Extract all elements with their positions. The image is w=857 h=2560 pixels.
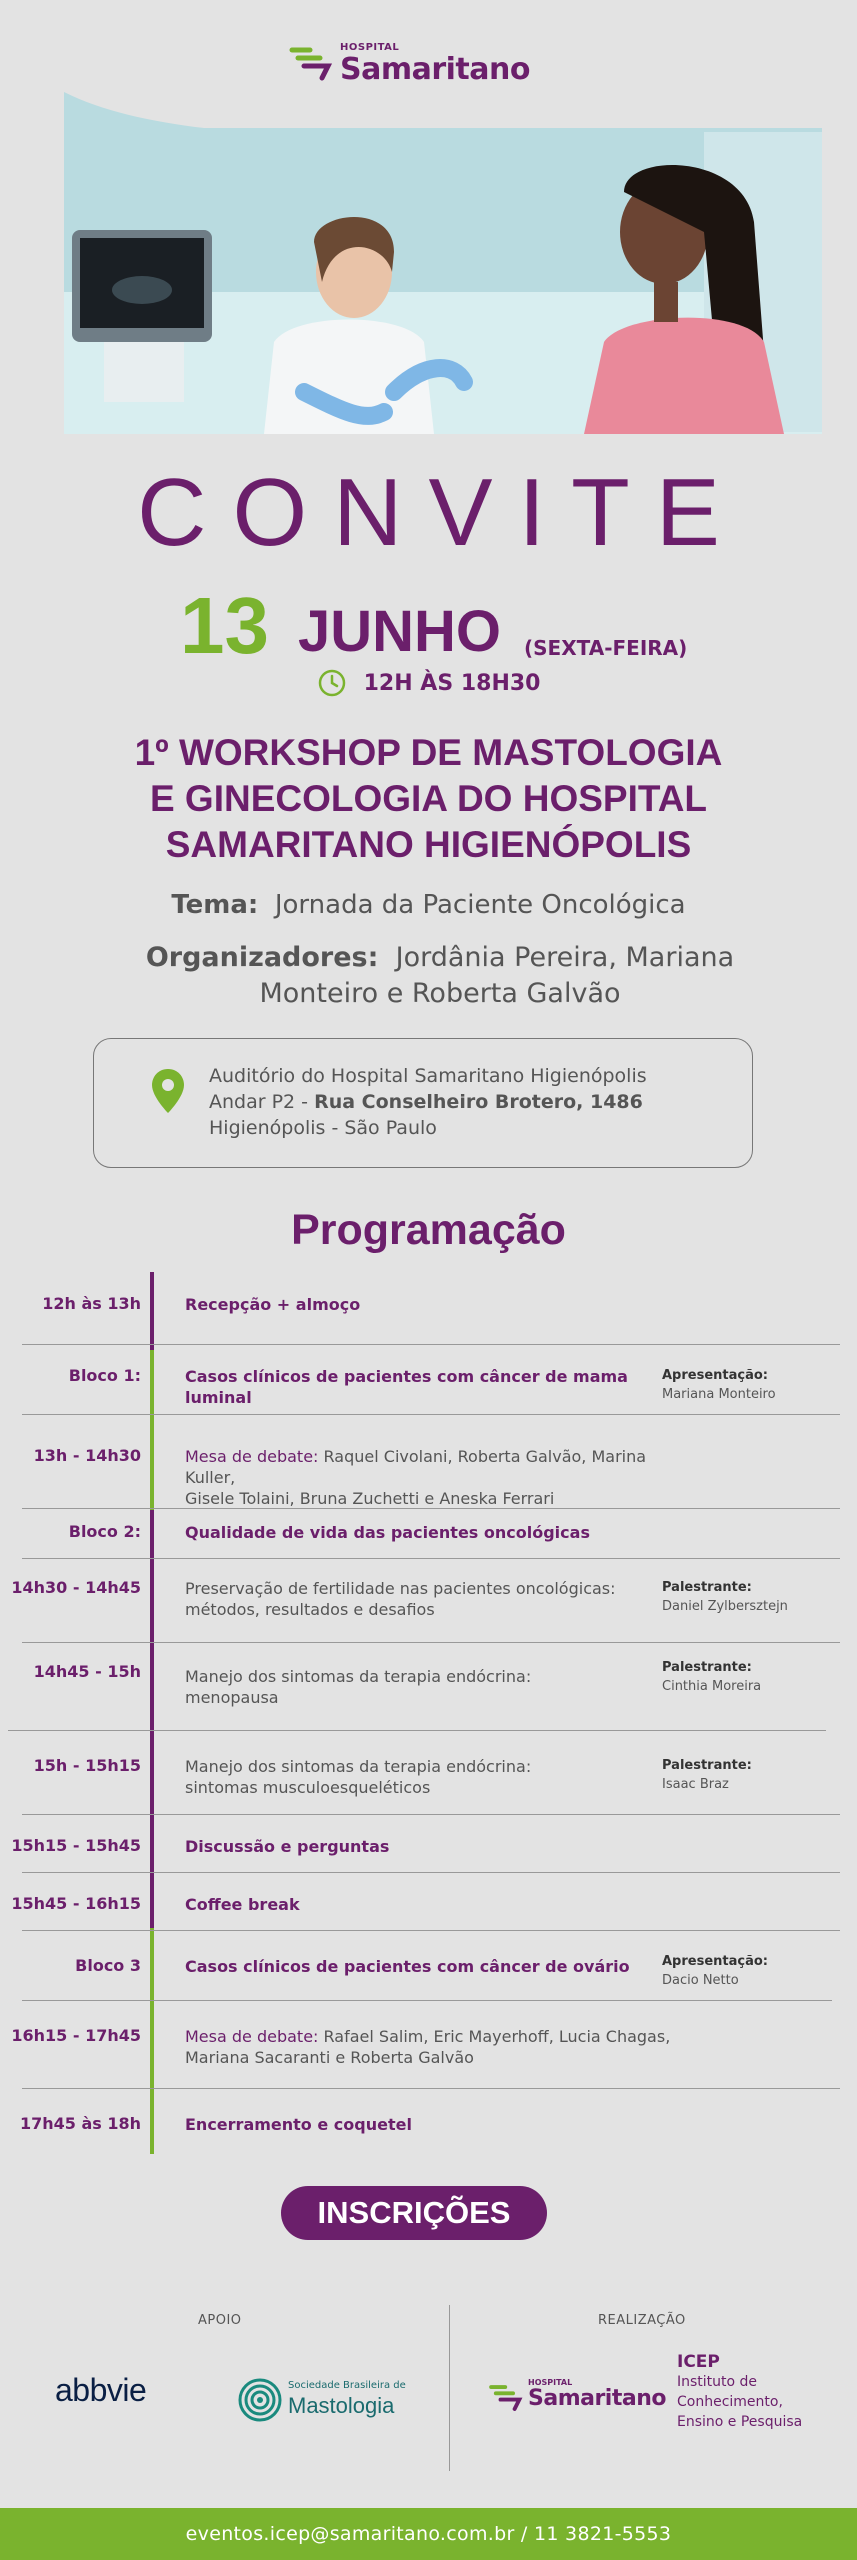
speaker-name: Mariana Monteiro [662, 1387, 776, 1402]
theme-value: Jornada da Paciente Oncológica [274, 890, 686, 920]
row-description: Mesa de debate: Raquel Civolani, Roberta Galvão, Marina Kuller, Gisele Tolaini, Bruna Zuchetti e Aneska Ferrari [185, 1447, 647, 1508]
location-line2-prefix: Andar P2 - [209, 1091, 315, 1113]
divider [22, 1508, 840, 1509]
speaker-label: Palestrante: [662, 1580, 752, 1595]
divider [8, 1730, 826, 1731]
row-time: 17h45 às 18h [19, 2114, 141, 2133]
row-time: 14h45 - 15h [33, 1662, 141, 1681]
icep-line3: Ensino e Pesquisa [677, 2414, 803, 2430]
sbm-logo [236, 2376, 416, 2426]
icep-line2: Conhecimento, [677, 2394, 783, 2410]
workshop-title [0, 730, 857, 868]
speaker-label: Palestrante: [662, 1660, 752, 1675]
divider [22, 1642, 840, 1643]
speaker-label: Apresentação: [662, 1368, 768, 1383]
timeline-bar [150, 1510, 154, 1928]
organizers-label: Organizadores: [145, 942, 379, 973]
row-description: Manejo dos sintomas da terapia endócrina: sintomas musculoesqueléticos [185, 1757, 532, 1797]
event-date [180, 580, 780, 670]
logo-hospital-label: HOSPITAL [528, 2378, 573, 2387]
row-description: Mesa de debate: Rafael Salim, Eric Mayerhoff, Lucia Chagas, Mariana Sacaranti e Roberta Galvão [185, 2027, 671, 2067]
row-speaker [662, 1756, 752, 1794]
location-line1: Auditório do Hospital Samaritano Higienópolis [209, 1065, 647, 1087]
row-time: Bloco 2: [68, 1522, 141, 1541]
location-box [93, 1038, 753, 1168]
program-title: Programação [291, 1206, 566, 1254]
row-description: Casos clínicos de pacientes com câncer de mama luminal [185, 1367, 628, 1407]
workshop-title-line2: E GINECOLOGIA DO HOSPITAL [149, 778, 708, 819]
samaritano-mark-icon [488, 2382, 524, 2414]
logo-name: Samaritano [340, 52, 530, 87]
event-day: 13 [180, 581, 269, 670]
logo-hospital-label: HOSPITAL [340, 42, 400, 53]
row-description: Encerramento e coquetel [185, 2115, 412, 2134]
sbm-logo-name: Mastologia [288, 2393, 395, 2418]
divider [22, 1414, 840, 1415]
location-pin-icon [150, 1067, 186, 1115]
organizers-line2: Monteiro e Roberta Galvão [259, 978, 621, 1009]
registration-button[interactable]: INSCRIÇÕES [281, 2186, 547, 2240]
event-month: JUNHO [298, 599, 502, 664]
speaker-label: Apresentação: [662, 1954, 768, 1969]
organizers-line1: Jordânia Pereira, Mariana [395, 942, 735, 973]
organizer-label: REALIZAÇÃO [598, 2313, 686, 2328]
divider [22, 2088, 840, 2089]
row-description: Coffee break [185, 1895, 300, 1914]
divider [22, 1930, 840, 1931]
speaker-name: Cinthia Moreira [662, 1679, 762, 1694]
event-time-text: 12H ÀS 18H30 [363, 670, 541, 696]
speaker-label: Palestrante: [662, 1758, 752, 1773]
divider [22, 1558, 840, 1559]
divider [22, 1814, 840, 1815]
row-time: 16h15 - 17h45 [11, 2026, 141, 2045]
location-text [209, 1063, 647, 1141]
logo-name: Samaritano [528, 2386, 666, 2411]
row-description: Manejo dos sintomas da terapia endócrina: menopausa [185, 1667, 532, 1707]
hospital-logo-bottom [488, 2378, 668, 2418]
row-description: Discussão e perguntas [185, 1837, 390, 1856]
row-time: 12h às 13h [42, 1294, 141, 1313]
theme [0, 890, 857, 920]
row-time: Bloco 1: [68, 1366, 141, 1385]
row-time: 15h45 - 16h15 [11, 1894, 141, 1913]
row-time: 15h - 15h15 [33, 1756, 141, 1775]
row-time: 15h15 - 15h45 [11, 1836, 141, 1855]
workshop-title-line1: 1º WORKSHOP DE MASTOLOGIA [134, 732, 723, 773]
divider [22, 1344, 840, 1345]
row-description: Qualidade de vida das pacientes oncológicas [185, 1523, 590, 1542]
organizers [140, 940, 740, 1012]
theme-label: Tema: [171, 890, 259, 920]
support-label: APOIO [198, 2313, 242, 2328]
divider [22, 1872, 840, 1873]
row-time: 13h - 14h30 [33, 1446, 141, 1465]
hero-image [64, 92, 822, 434]
row-time: Bloco 3 [75, 1956, 141, 1975]
abbvie-logo: abbvie [55, 2372, 147, 2408]
row-speaker [662, 1578, 788, 1616]
speaker-name: Daniel Zylbersztejn [662, 1599, 788, 1614]
sbm-logo-small: Sociedade Brasileira de [288, 2380, 406, 2391]
icep-name: ICEP [677, 2352, 720, 2372]
event-time [0, 668, 857, 708]
row-description: Recepção + almoço [185, 1295, 361, 1314]
clock-icon [317, 668, 347, 698]
timeline-bar [150, 1350, 154, 1510]
row-speaker [662, 1658, 761, 1696]
event-weekday: (SEXTA-FEIRA) [524, 636, 688, 660]
sbm-ring-icon [236, 2376, 284, 2424]
location-street: Rua Conselheiro Brotero, 1486 [314, 1091, 643, 1113]
speaker-name: Dacio Netto [662, 1973, 739, 1988]
row-speaker [662, 1952, 768, 1990]
invite-title: CONVITE [137, 459, 746, 566]
row-time: 14h30 - 14h45 [11, 1578, 141, 1597]
row-speaker [662, 1366, 776, 1404]
hospital-logo [288, 40, 548, 90]
divider [22, 2000, 832, 2001]
icep-logo [677, 2352, 802, 2432]
speaker-name: Isaac Braz [662, 1777, 729, 1792]
row-description: Preservação de fertilidade nas pacientes oncológicas: métodos, resultados e desafios [185, 1579, 616, 1619]
schedule [0, 1272, 857, 2154]
footer-contact[interactable]: eventos.icep@samaritano.com.br / 11 3821-5553 [0, 2508, 857, 2560]
timeline-bar [150, 1928, 154, 2154]
icep-line1: Instituto de [677, 2374, 758, 2390]
location-line3: Higienópolis - São Paulo [209, 1117, 437, 1139]
timeline-bar [150, 1272, 154, 1350]
row-description: Casos clínicos de pacientes com câncer de ovário [185, 1957, 630, 1976]
sponsor-divider [449, 2305, 450, 2471]
workshop-title-line3: SAMARITANO HIGIENÓPOLIS [165, 824, 692, 865]
samaritano-mark-icon [288, 44, 334, 84]
